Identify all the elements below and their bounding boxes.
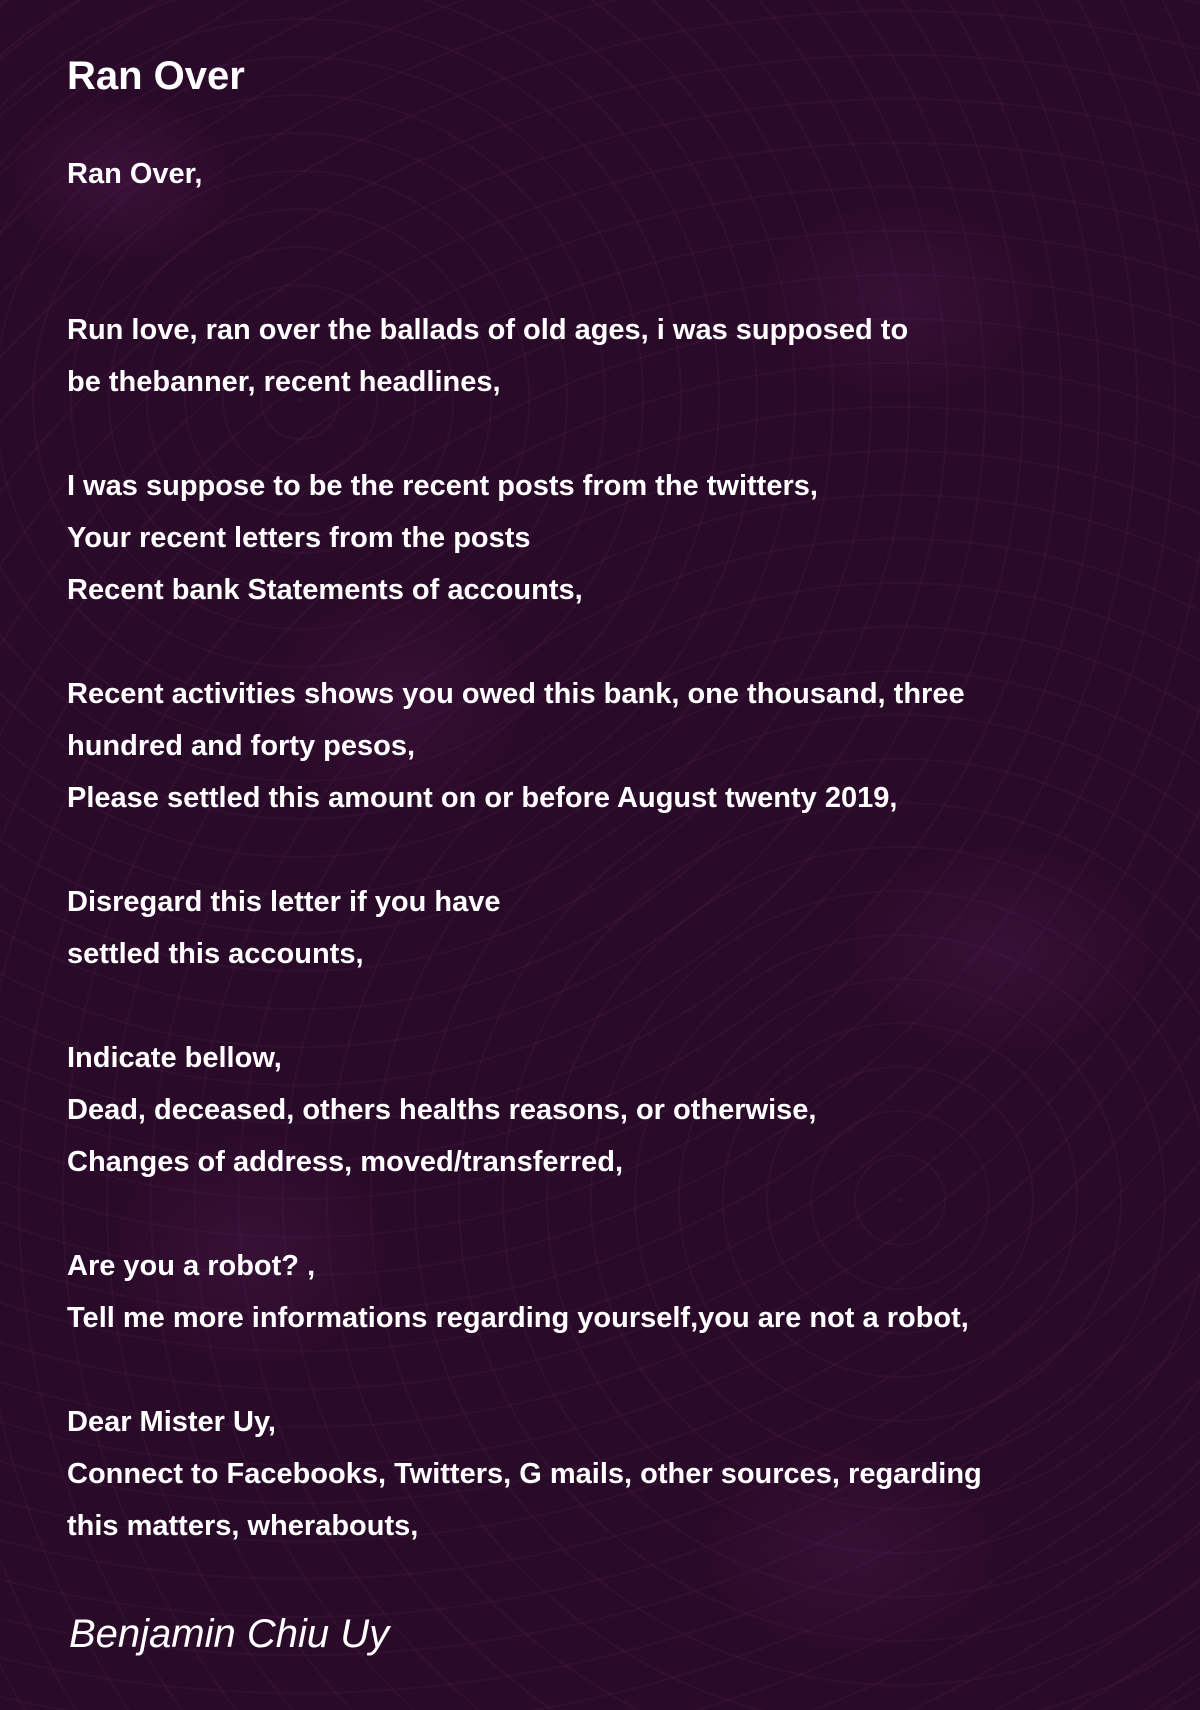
poem-line: Please settled this amount on or before August twenty 2019, xyxy=(67,782,898,814)
stanza-gap xyxy=(67,1344,1177,1396)
poem-line: Are you a robot? , xyxy=(67,1250,316,1282)
poem-line: Tell me more informations regarding yourself,you are not a robot, xyxy=(67,1302,969,1334)
poem-line: be thebanner, recent headlines, xyxy=(67,366,501,398)
stanza-gap xyxy=(67,252,1177,304)
stanza-gap xyxy=(67,200,1177,252)
poem-line: I was suppose to be the recent posts from the twitters, xyxy=(67,470,818,502)
poem-line: Ran Over, xyxy=(67,158,203,190)
poem-line: this matters, wherabouts, xyxy=(67,1510,419,1542)
poem-line: Indicate bellow, xyxy=(67,1042,282,1074)
poem-line: Dear Mister Uy, xyxy=(67,1406,276,1438)
poem-line: hundred and forty pesos, xyxy=(67,730,416,762)
poem-line: Disregard this letter if you have xyxy=(67,886,501,918)
poem-line: Recent activities shows you owed this bank, one thousand, three xyxy=(67,678,965,710)
stanza-gap xyxy=(67,1188,1177,1240)
poem-line: Connect to Facebooks, Twitters, G mails, other sources, regarding xyxy=(67,1458,982,1490)
poem-line: Run love, ran over the ballads of old ages, i was supposed to xyxy=(67,314,909,346)
stanza-gap xyxy=(67,616,1177,668)
poem-body xyxy=(67,148,1177,1552)
poem-line: Recent bank Statements of accounts, xyxy=(67,574,583,606)
poem-author: Benjamin Chiu Uy xyxy=(69,1612,390,1656)
poem-line: Your recent letters from the posts xyxy=(67,522,531,554)
stanza-gap xyxy=(67,408,1177,460)
poem-title: Ran Over xyxy=(67,54,245,98)
stanza-gap xyxy=(67,824,1177,876)
poem-line: settled this accounts, xyxy=(67,938,364,970)
poem-line: Dead, deceased, others healths reasons, or otherwise, xyxy=(67,1094,817,1126)
poem-line: Changes of address, moved/transferred, xyxy=(67,1146,623,1178)
stanza-gap xyxy=(67,980,1177,1032)
